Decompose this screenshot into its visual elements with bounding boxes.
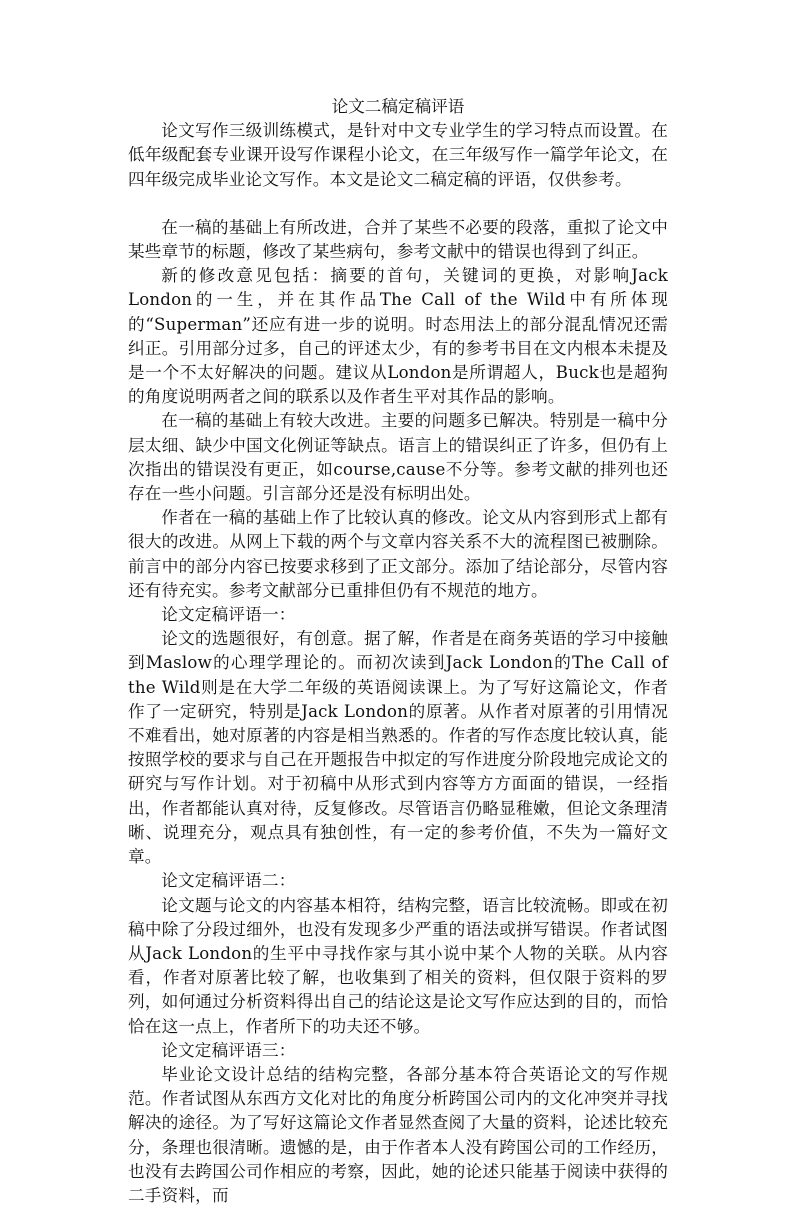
comment-paragraph: 论文题与论文的内容基本相符，结构完整，语言比较流畅。即或在初稿中除了分段过细外，也没有发现多少严重的语法或拼写错误。作者试图从Jack London的生平中寻找作家与其小说中某个人物的关联。从内容看，作者对原著比较了解，也收集到了相关的资料，但仅限于资料的罗列，如何通过分析资料得出自己的结论这是论文写作应达到的目的，而恰恰在这一点上，作者所下的功夫还不够。 — [128, 895, 668, 1036]
section-heading: 论文定稿评语三： — [161, 1040, 296, 1060]
comment-paragraph: 在一稿的基础上有较大改进。主要的问题多已解决。特别是一稿中分层太细、缺少中国文化例证等缺点。语言上的错误纠正了许多，但仍有上次指出的错误没有更正，如course,cause不分等。参考文献的排列也还存在一些小问题。引言部分还是没有标明出处。 — [128, 411, 668, 504]
comment-paragraph: 新的修改意见包括：摘要的首句，关键词的更换，对影响Jack London的一生，并在其作品The Call of the Wild中有所体现的“Superman”还应有进一步的说明。时态用法上的部分混乱情况还需纠正。引用部分过多，自己的评述太少，有的参考书目在文内根本未提及是一个不太好解决的问题。建议从London是所谓超人，Buck也是超狗的角度说明两者之间的联系以及作者生平对其作品的影响。 — [128, 266, 668, 407]
section-heading: 论文定稿评语二： — [161, 871, 296, 891]
comment-paragraph: 论文的选题很好，有创意。据了解，作者是在商务英语的学习中接触到Maslow的心理学理论的。而初次读到Jack London的The Call of the Wild则是在大学二年级的英语阅读课上。为了写好这篇论文，作者作了一定研究，特别是Jack London的原著。从作者对原著的引用情况不难看出，她对原著的内容是相当熟悉的。作者的写作态度比较认真，能按照学校的要求与自己在开题报告中拟定的写作进度分阶段地完成论文的研究与写作计划。对于初稿中从形式到内容等方方面面的错误，一经指出，作者都能认真对待，反复修改。尽管语言仍略显稚嫩，但论文条理清晰、说理充分，观点具有独创性，有一定的参考价值，不失为一篇好文章。 — [128, 629, 668, 867]
comment-paragraph: 毕业论文设计总结的结构完整，各部分基本符合英语论文的写作规范。作者试图从东西方文化对比的角度分析跨国公司内的文化冲突并寻找解决的途径。为了写好这篇论文作者显然查阅了大量的资料，论述比较充分，条理也很清晰。遗憾的是，由于作者本人没有跨国公司的工作经历，也没有去跨国公司作相应的考察，因此，她的论述只能基于阅读中获得的二手资料，而 — [128, 1064, 668, 1205]
section-heading: 论文定稿评语一： — [161, 605, 296, 625]
comment-paragraph: 作者在一稿的基础上作了比较认真的修改。论文从内容到形式上都有很大的改进。从网上下载的两个与文章内容关系不大的流程图已被删除。前言中的部分内容已按要求移到了正文部分。添加了结论部分，尽管内容还有待充实。参考文献部分已重排但仍有不规范的地方。 — [128, 508, 668, 600]
comment-paragraph: 在一稿的基础上有所改进，合并了某些不必要的段落，重拟了论文中某些章节的标题，修改了某些病句，参考文献中的错误也得到了纠正。 — [128, 217, 668, 262]
document-title: 论文二稿定稿评语 — [331, 97, 465, 116]
document-body — [128, 95, 668, 1208]
paragraph-gap — [128, 192, 668, 216]
intro-paragraph: 论文写作三级训练模式，是针对中文专业学生的学习特点而设置。在低年级配套专业课开设写作课程小论文，在三年级写作一篇学年论文，在四年级完成毕业论文写作。本文是论文二稿定稿的评语，仅供参考。 — [128, 121, 668, 189]
